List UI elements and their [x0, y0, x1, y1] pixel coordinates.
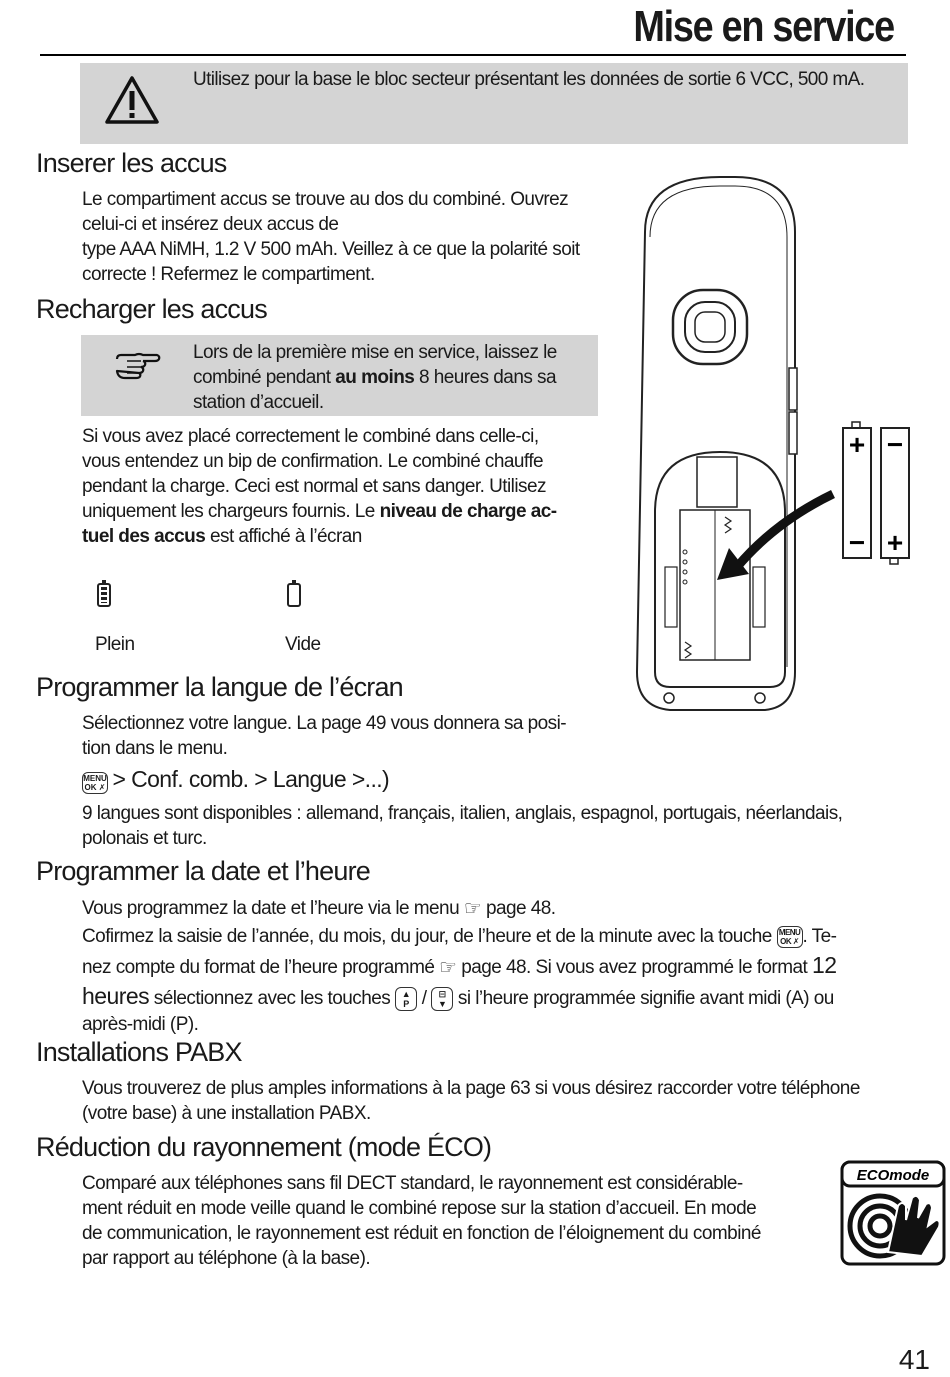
eco-logo-text: ECOmode — [856, 1167, 930, 1184]
key-label: MENU — [83, 773, 107, 783]
section-heading-eco: Réduction du rayonnement (mode ÉCO) — [36, 1132, 492, 1162]
battery-minus-label: − — [848, 527, 866, 558]
text-line: Le compartiment accus se trouve au dos du combiné. Ouvrez — [82, 189, 569, 210]
title-divider — [40, 54, 906, 56]
text-span: Vous programmez la date et l’heure via le menu — [82, 898, 464, 920]
text-span: 12 — [811, 952, 837, 979]
eco-mode-logo-icon — [840, 1160, 946, 1266]
bold-span: tuel des accus — [82, 526, 206, 547]
language-menu-path — [82, 766, 389, 794]
text-line: pendant la charge. Ceci est normal et sans danger. Utilisez — [82, 476, 546, 497]
text-line: correcte ! Refermez le compartiment. — [82, 264, 375, 285]
text-line: Sélectionnez votre langue. La page 49 vous donnera sa posi- — [82, 713, 567, 734]
key-label: ▼ — [437, 999, 447, 1009]
pointing-hand-icon — [113, 349, 161, 381]
recharge-paragraph — [82, 424, 557, 549]
language-paragraph — [82, 711, 566, 761]
key-label: OK ✗ — [84, 782, 106, 792]
section-heading-insert: Inserer les accus — [36, 148, 227, 178]
text-line: tion dans le menu. — [82, 738, 228, 759]
battery-empty-label: Vide — [285, 634, 321, 655]
pointing-hand-icon: ☞ — [439, 957, 457, 979]
section-heading-pabx: Installations PABX — [36, 1037, 242, 1067]
text-span: uniquement les chargeurs fournis. Le — [82, 501, 380, 522]
text-span: page 48. — [481, 898, 556, 920]
eco-paragraph — [82, 1171, 761, 1271]
text-line: 9 langues sont disponibles : allemand, français, italien, anglais, espagnol, portugais, néerlandais, — [82, 803, 843, 824]
text-line: celui-ci et insérez deux accus de — [82, 214, 339, 235]
text-span: est affiché à l’écran — [205, 526, 362, 547]
pointing-hand-icon: ☞ — [463, 898, 482, 920]
battery-plus-label: + — [848, 429, 866, 460]
key-label: OK ✗ — [780, 937, 799, 946]
text-span: combiné pendant — [193, 367, 336, 388]
menu-path-text: > Conf. comb. > Langue >...) — [112, 766, 390, 792]
battery-empty-icon — [287, 583, 301, 607]
text-line: polonais et turc. — [82, 828, 207, 849]
key-label: MENU — [778, 928, 801, 937]
text-line — [193, 365, 593, 390]
text-line: vous entendez un bip de confirmation. Le combiné chauffe — [82, 451, 544, 472]
text-span: / — [416, 988, 432, 1010]
text-line — [82, 895, 912, 923]
text-line: Lors de la première mise en service, laissez le — [193, 342, 557, 363]
text-line: ment réduit en mode veille quand le combiné repose sur la station d’accueil. En mode — [82, 1198, 757, 1219]
text-line — [82, 951, 912, 982]
text-span: nez compte du format de l’heure programmé — [82, 957, 440, 979]
text-span: sélectionnez avec les touches — [149, 988, 395, 1010]
battery-full-icon — [97, 583, 111, 607]
section-heading-language: Programmer la langue de l’écran — [36, 672, 403, 702]
note-text — [193, 340, 593, 415]
key-label: P — [403, 999, 409, 1009]
language-list-paragraph — [82, 801, 842, 851]
insert-paragraph — [82, 187, 580, 287]
bold-span: au moins — [335, 367, 415, 388]
text-line: Comparé aux téléphones sans fil DECT standard, le rayonnement est considérable- — [82, 1173, 743, 1194]
text-line — [82, 499, 557, 524]
text-span: 8 heures dans sa — [414, 367, 556, 388]
up-key-icon — [395, 987, 417, 1011]
text-line: après-midi (P). — [82, 1014, 199, 1036]
text-line: type AAA NiMH, 1.2 V 500 mAh. Veillez à ce que la polarité soit — [82, 239, 580, 260]
battery-minus-label: − — [886, 429, 904, 460]
battery-full-label: Plein — [95, 634, 135, 655]
text-span: Cofirmez la saisie de l’année, du mois, du jour, de l’heure et de la minute avec la touche — [82, 926, 777, 948]
page-title: Mise en service — [633, 2, 894, 51]
text-line: Si vous avez placé correctement le combiné dans celle-ci, — [82, 426, 539, 447]
down-key-icon — [431, 987, 453, 1011]
text-line — [82, 923, 912, 951]
text-span: . Te- — [802, 926, 837, 948]
text-line: (votre base) à une installation PABX. — [82, 1103, 371, 1124]
menu-ok-key-icon — [82, 772, 108, 794]
text-span: heures — [82, 983, 150, 1010]
key-label: ⊟ — [438, 989, 446, 999]
text-line — [82, 524, 557, 549]
section-heading-recharge: Recharger les accus — [36, 294, 267, 324]
text-line — [82, 982, 912, 1013]
warning-triangle-icon — [104, 74, 160, 126]
text-span: page 48. Si vous avez programmé le format — [456, 957, 812, 979]
battery-plus-label: + — [886, 527, 904, 558]
bold-span: niveau de charge ac- — [379, 501, 557, 522]
text-line: de communication, le rayonnement est réduit en fonction de l’éloignement du combiné — [82, 1223, 761, 1244]
menu-ok-key-icon — [777, 926, 803, 948]
key-label: ▲ — [401, 989, 411, 999]
text-line: Vous trouverez de plus amples informations à la page 63 si vous désirez raccorder votre téléphone — [82, 1078, 860, 1099]
page-number: 41 — [898, 1344, 930, 1375]
datetime-paragraph — [82, 895, 912, 1037]
text-line: station d’accueil. — [193, 392, 324, 413]
pabx-paragraph — [82, 1076, 860, 1126]
warning-text: Utilisez pour la base le bloc secteur présentant les données de sortie 6 VCC, 500 mA. — [193, 69, 865, 90]
text-line: par rapport au téléphone (à la base). — [82, 1248, 371, 1269]
section-heading-datetime: Programmer la date et l’heure — [36, 856, 370, 886]
handset-battery-illustration — [625, 172, 925, 717]
text-span: si l’heure programmée signifie avant midi (A) ou — [453, 988, 834, 1010]
